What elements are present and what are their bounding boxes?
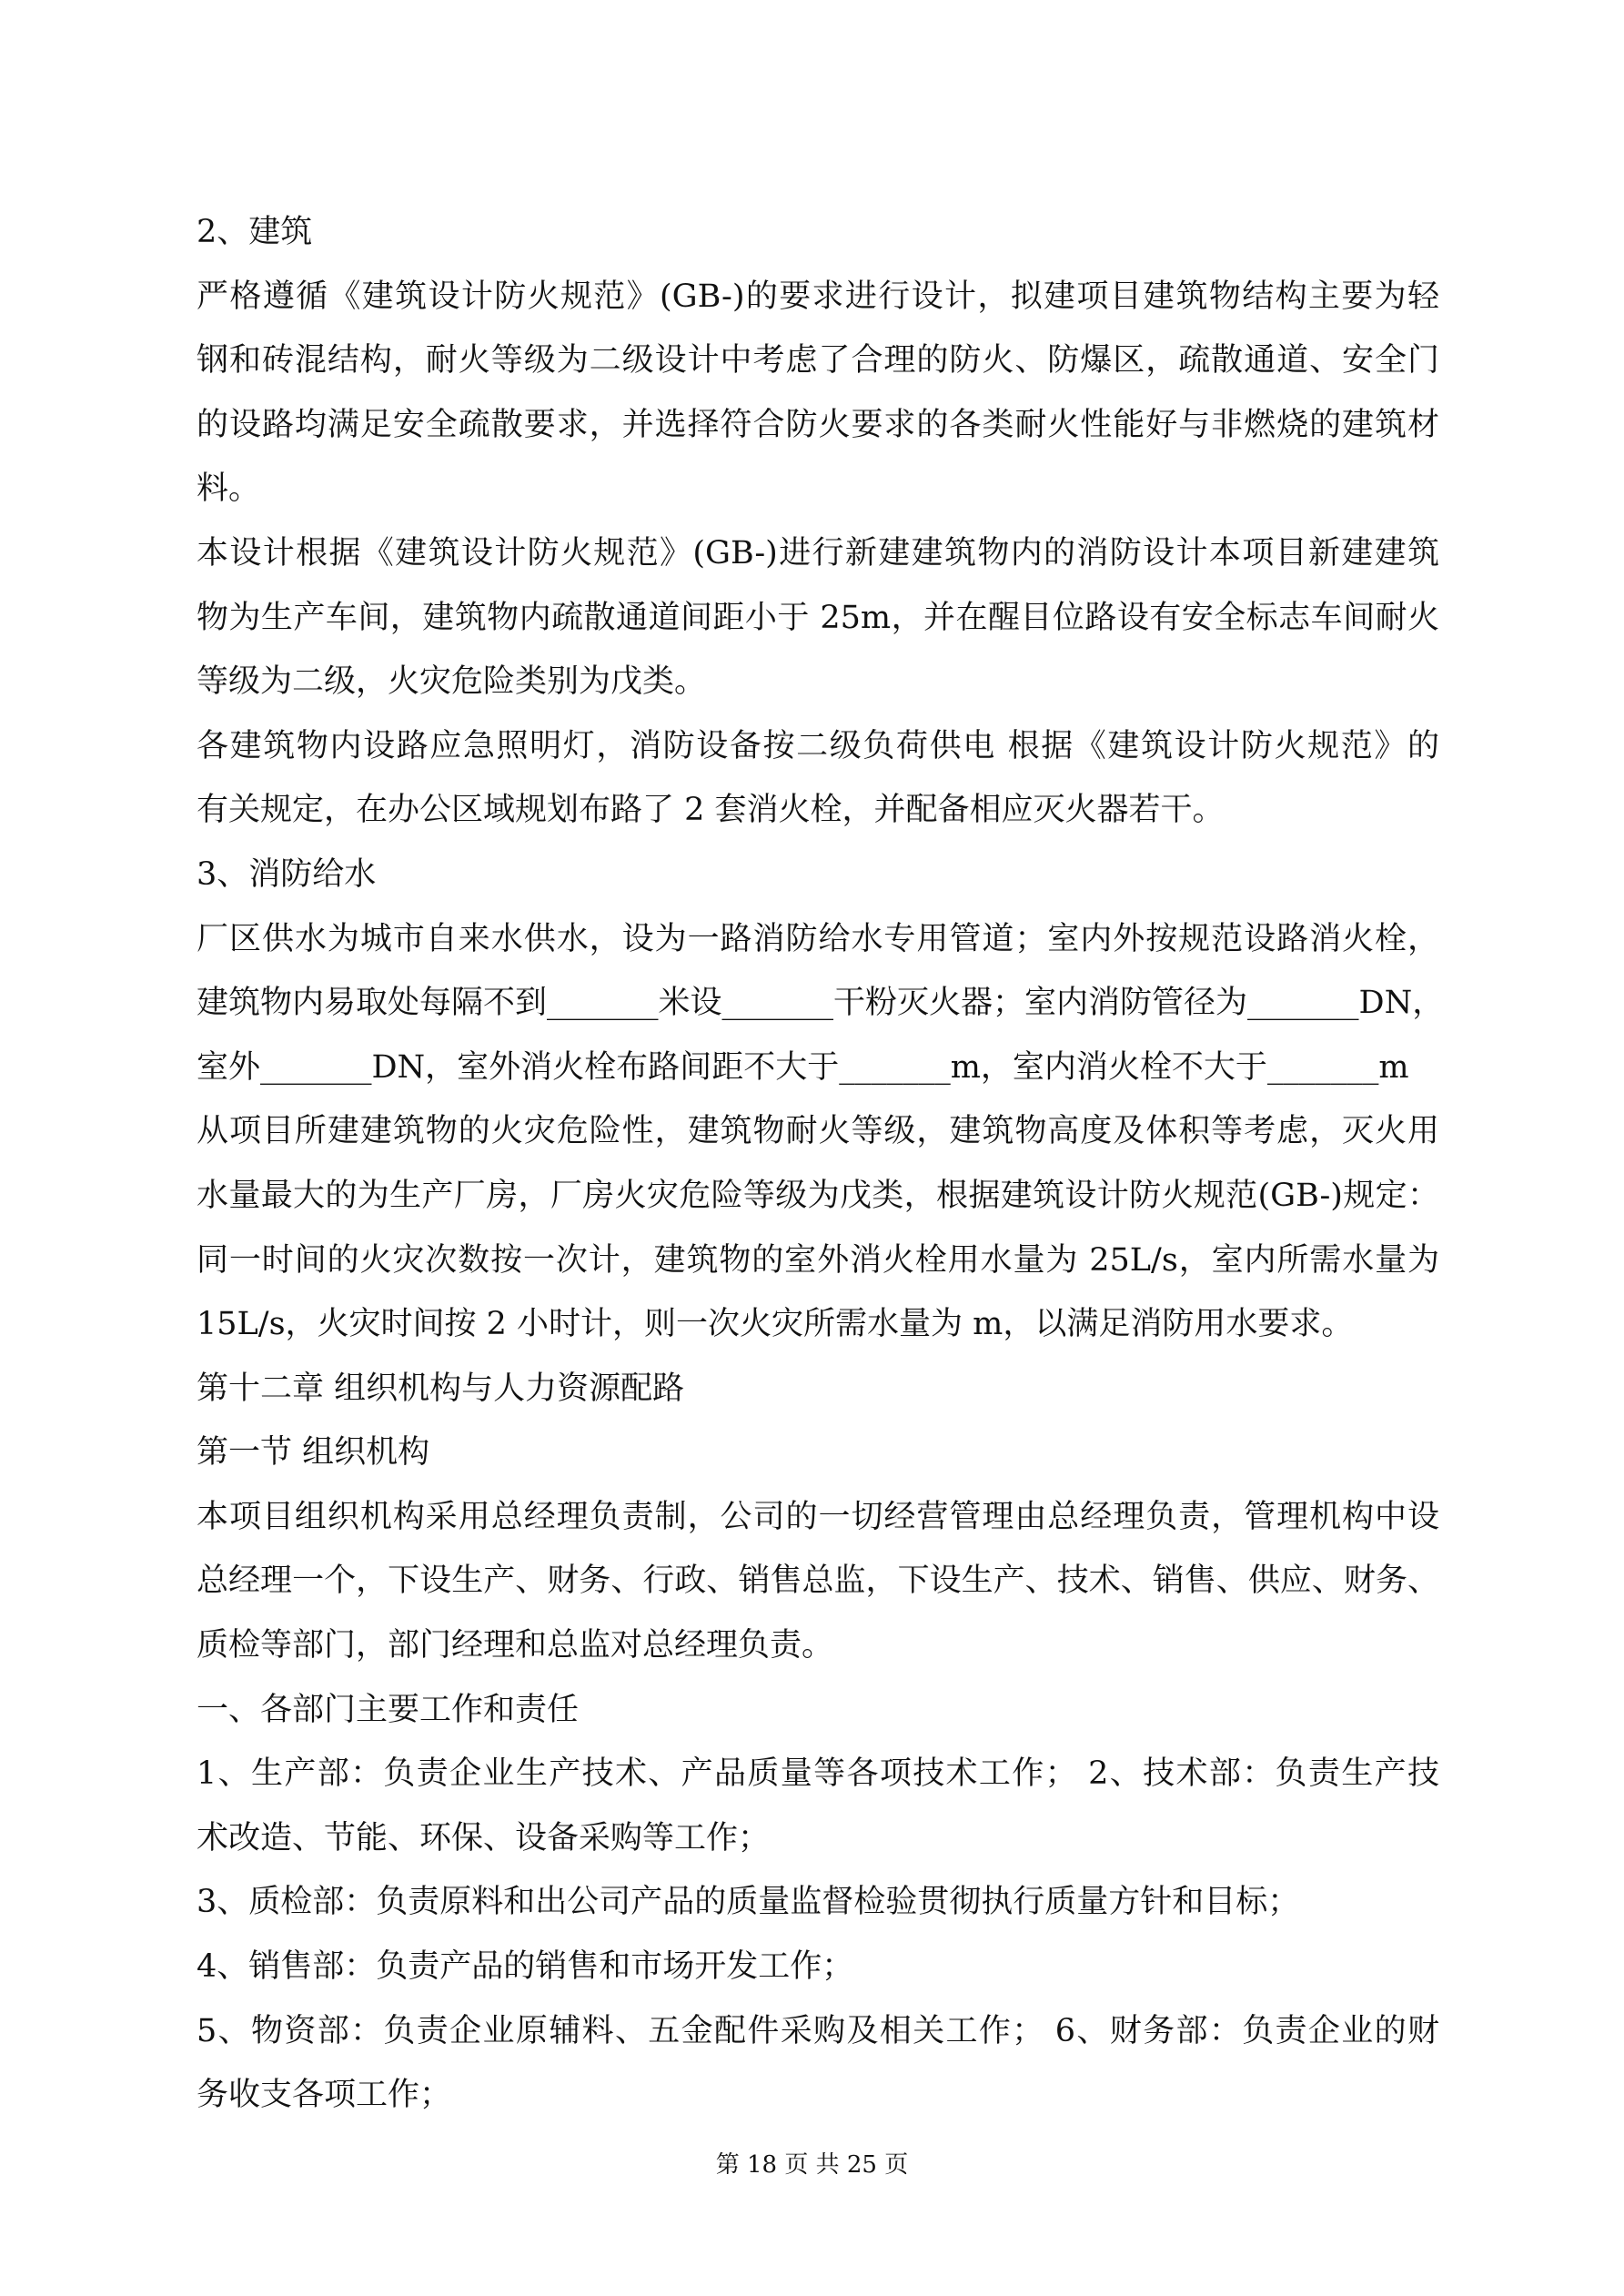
document-body xyxy=(197,200,1445,2128)
text-line: 3、质检部：负责原料和出公司产品的质量监督检验贯彻执行质量方针和目标； xyxy=(197,1884,1300,1921)
text-line: 钢和砖混结构，耐火等级为二级设计中考虑了合理的防火、防爆区，疏散通道、安全门 xyxy=(197,342,1439,379)
text-line: 一、各部门主要工作和责任 xyxy=(197,1691,580,1728)
text-line: 各建筑物内设路应急照明灯，消防设备按二级负荷供电 根据《建筑设计防火规范》的 xyxy=(197,727,1439,764)
text-line: 5、物资部：负责企业原辅料、五金配件采购及相关工作； 6、财务部：负责企业的财 xyxy=(197,2012,1439,2049)
text-line: 从项目所建建筑物的火灾危险性，建筑物耐火等级，建筑物高度及体积等考虑，灭火用 xyxy=(197,1113,1439,1150)
page-number-footer: 第 18 页 共 25 页 xyxy=(715,2151,909,2179)
text-line: 总经理一个，下设生产、财务、行政、销售总监，下设生产、技术、销售、供应、财务、 xyxy=(197,1563,1439,1600)
text-line: 4、销售部：负责产品的销售和市场开发工作； xyxy=(197,1948,854,1986)
text-line: 建筑物内易取处每隔不到_______米设_______干粉灭火器；室内消防管径为_______DN， xyxy=(197,985,1445,1022)
text-line: 第一节 组织机构 xyxy=(197,1434,430,1472)
text-line: 有关规定，在办公区域规划布路了 2 套消火栓，并配备相应灭火器若干。 xyxy=(197,792,1225,829)
list-item-sales xyxy=(197,1935,1439,1999)
text-line: 同一时间的火灾次数按一次计，建筑物的室外消火栓用水量为 25L/s，室内所需水量为 xyxy=(197,1241,1439,1279)
paragraph-organization xyxy=(197,1485,1439,1678)
text-line: 质检等部门，部门经理和总监对总经理负责。 xyxy=(197,1627,834,1664)
heading-chapter-12 xyxy=(197,1357,1439,1421)
paragraph-emergency-lighting xyxy=(197,714,1439,843)
heading-fire-water-supply xyxy=(197,843,1439,907)
text-line: 3、消防给水 xyxy=(197,855,377,893)
paragraph-water-demand xyxy=(197,1099,1439,1356)
text-line: 本设计根据《建筑设计防火规范》(GB-)进行新建建筑物内的消防设计本项目新建建筑 xyxy=(197,534,1439,571)
text-line: 厂区供水为城市自来水供水，设为一路消防给水专用管道；室内外按规范设路消火栓， xyxy=(197,920,1439,957)
paragraph-fire-code-design xyxy=(197,265,1439,521)
paragraph-fire-protection-design xyxy=(197,521,1439,714)
list-item-materials-finance xyxy=(197,1999,1439,2128)
text-line: 等级为二级，火灾危险类别为戊类。 xyxy=(197,663,707,701)
text-line: 术改造、节能、环保、设备采购等工作； xyxy=(197,1819,771,1856)
text-line: 2、建筑 xyxy=(197,214,313,250)
text-line: 严格遵循《建筑设计防火规范》(GB-)的要求进行设计，拟建项目建筑物结构主要为轻 xyxy=(197,278,1439,315)
heading-department-duties xyxy=(197,1678,1439,1743)
text-line: 室外_______DN，室外消火栓布路间距不大于_______m，室内消火栓不大于_______m xyxy=(197,1048,1409,1086)
text-line: 1、生产部：负责企业生产技术、产品质量等各项技术工作； 2、技术部：负责生产技 xyxy=(197,1755,1439,1793)
text-line: 料。 xyxy=(197,470,261,508)
text-line: 务收支各项工作； xyxy=(197,2077,452,2114)
text-line: 的设路均满足安全疏散要求，并选择符合防火要求的各类耐火性能好与非燃烧的建筑材 xyxy=(197,406,1439,443)
paragraph-water-supply xyxy=(197,907,1445,1100)
heading-building xyxy=(197,200,1439,265)
text-line: 15L/s，火灾时间按 2 小时计，则一次火灾所需水量为 m，以满足消防用水要求。 xyxy=(197,1306,1354,1343)
list-item-quality xyxy=(197,1870,1439,1935)
list-item-production-technical xyxy=(197,1742,1439,1870)
text-line: 物为生产车间，建筑物内疏散通道间距小于 25m，并在醒目位路设有安全标志车间耐火 xyxy=(197,599,1439,636)
text-line: 本项目组织机构采用总经理负责制，公司的一切经营管理由总经理负责，管理机构中设 xyxy=(197,1498,1439,1535)
text-line: 水量最大的为生产厂房，厂房火灾危险等级为戊类，根据建筑设计防火规范(GB-)规定： xyxy=(197,1177,1439,1214)
heading-section-1 xyxy=(197,1421,1439,1485)
text-line: 第十二章 组织机构与人力资源配路 xyxy=(197,1370,685,1407)
